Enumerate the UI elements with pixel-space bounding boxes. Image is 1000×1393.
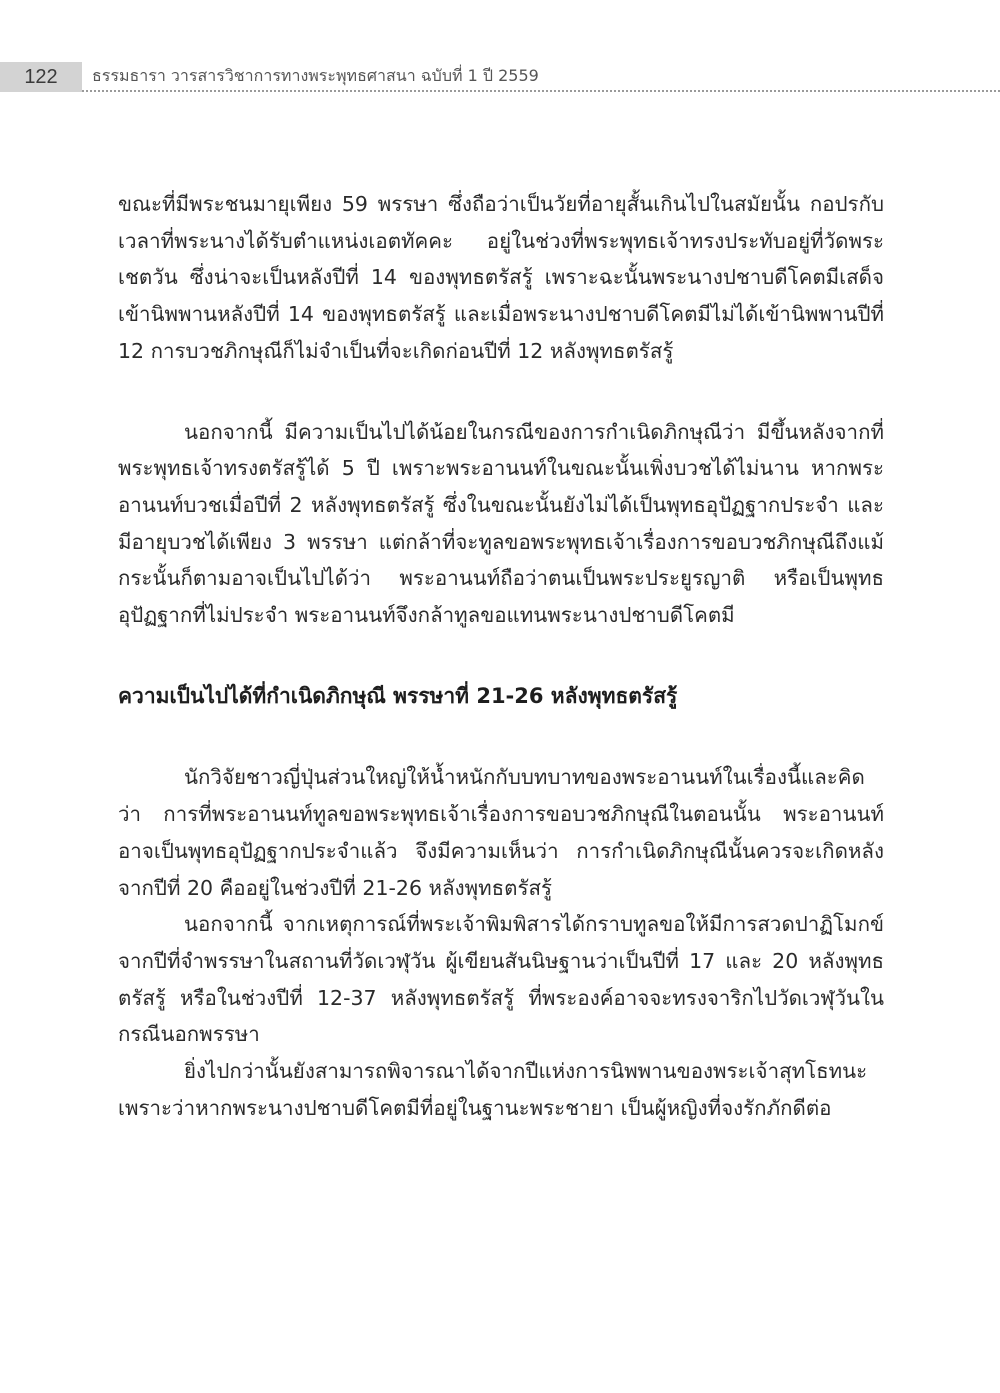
running-title: ธรรมธารา วารสารวิชาการทางพระพุทธศาสนา ฉบับที่ 1 ปี 2559 bbox=[92, 66, 539, 85]
page-header bbox=[0, 62, 1000, 92]
article-body bbox=[118, 186, 884, 1126]
section-heading: ความเป็นไปได้ที่กำเนิดภิกษุณี พรรษาที่ 21-26 หลังพุทธตรัสรู้ bbox=[118, 683, 678, 708]
page-number: 122 bbox=[0, 62, 82, 92]
paragraph-3: นักวิจัยชาวญี่ปุ่นส่วนใหญ่ให้น้ำหนักกับบทบาทของพระอานนท์ในเรื่องนี้และคิดว่า การที่พระอานนท์ทูลขอพระพุทธเจ้าเรื่องการขอบวชภิกษุณีในตอนนั้น พระอานนท์อาจเป็นพุทธอุปัฏฐากประจำแล้ว จึงมีความเห็นว่า การกำเนิดภิกษุณีนั้นควรจะเกิดหลังจากปีที่ 20 คืออยู่ในช่วงปีที่ 21-26 หลังพุทธตรัสรู้ bbox=[118, 765, 884, 900]
dotted-rule bbox=[82, 90, 1000, 92]
paragraph-4: นอกจากนี้ จากเหตุการณ์ที่พระเจ้าพิมพิสารได้กราบทูลขอให้มีการสวดปาฏิโมกข์ จากปีที่จำพรรษาในสถานที่วัดเวฬุวัน ผู้เขียนสันนิษฐานว่าเป็นปีที่ 17 และ 20 หลังพุทธตรัสรู้ หรือในช่วงปีที่ 12-37 หลังพุทธตรัสรู้ ที่พระองค์อาจจะทรงจาริกไปวัดเวฬุวันในกรณีนอกพรรษา bbox=[118, 912, 884, 1047]
paragraph-2: นอกจากนี้ มีความเป็นไปได้น้อยในกรณีของการกำเนิดภิกษุณีว่า มีขึ้นหลังจากที่พระพุทธเจ้าทรงตรัสรู้ได้ 5 ปี เพราะพระอานนท์ในขณะนั้นเพิ่งบวชได้ไม่นาน หากพระอานนท์บวชเมื่อปีที่ 2 หลังพุทธตรัสรู้ ซึ่งในขณะนั้นยังไม่ได้เป็นพุทธอุปัฏฐากประจำ และมีอายุบวชได้เพียง 3 พรรษา แต่กล้าที่จะทูลขอพระพุทธเจ้าเรื่องการขอบวชภิกษุณีถึงแม้กระนั้นก็ตามอาจเป็นไปได้ว่า พระอานนท์ถือว่าตนเป็นพระประยูรญาติ หรือเป็นพุทธอุปัฏฐากที่ไม่ประจำ พระอานนท์จึงกล้าทูลขอแทนพระนางปชาบดีโคตมี bbox=[118, 419, 884, 628]
paragraph-1: ขณะที่มีพระชนมายุเพียง 59 พรรษา ซึ่งถือว่าเป็นวัยที่อายุสั้นเกินไปในสมัยนั้น กอปรกับเวลาที่พระนางได้รับตำแหน่งเอตทัคคะ อยู่ในช่วงที่พระพุทธเจ้าทรงประทับอยู่ที่วัดพระเชตวัน ซึ่งน่าจะเป็นหลังปีที่ 14 ของพุทธตรัสรู้ เพราะฉะนั้นพระนางปชาบดีโคตมีเสด็จเข้านิพพานหลังปีที่ 14 ของพุทธตรัสรู้ และเมื่อพระนางปชาบดีโคตมีไม่ได้เข้านิพพานปีที่ 12 การบวชภิกษุณีก็ไม่จำเป็นที่จะเกิดก่อนปีที่ 12 หลังพุทธตรัสรู้ bbox=[118, 192, 884, 363]
paragraph-5: ยิ่งไปกว่านั้นยังสามารถพิจารณาได้จากปีแห่งการนิพพานของพระเจ้าสุทโธทนะเพราะว่าหากพระนางปชาบดีโคตมีที่อยู่ในฐานะพระชายา เป็นผู้หญิงที่จงรักภักดีต่อ bbox=[118, 1059, 868, 1120]
